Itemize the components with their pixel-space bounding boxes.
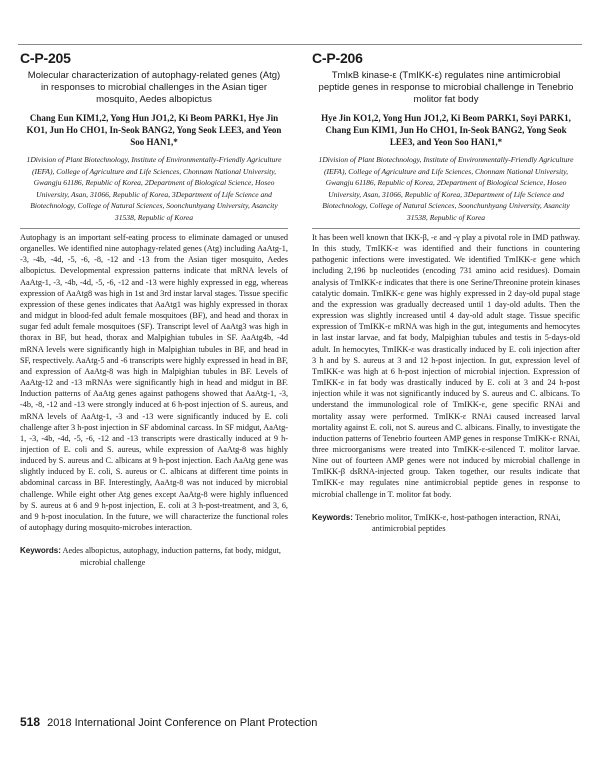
author-list: Chang Eun KIM1,2, Yong Hun JO1,2, Ki Beom PARK1, Hye Jin KO1, Jun Ho CHO1, In-Seok BANG2, Yong Seok LEE3, and Yeon Soo HAN1,* [26, 113, 282, 147]
keywords-label: Keywords: [20, 546, 61, 556]
keywords-value: Tenebrio molitor, TmIKK-ε, host-pathogen interaction, RNAi, antimicrobial peptides [354, 512, 561, 534]
abstract-code: C-P-205 [20, 50, 71, 66]
abstract-body: It has been well known that IKK-β, -ε and -γ play a pivotal role in IMD pathway. In this study, TmIKK-ε was identified and their functions in countering pathogenic infections were investigated. We identified TmIKK-ε gene which including 2,196 bp nucleotides (encoding 731 amino acid residues). Domain analysis of TmIKK-ε indicates that there is one Serine/Threonine protein kinases catalytic domain. TmIKK-ε gene was highly expressed in 2 day-old pupal stage and the expression was gradually decreased until 1 day-old adults. Then the expression was slightly increased until 4 day-old adult stage. Tissue specific expression of TmIKK-ε mRNA was high in the gut, integuments and hemocytes in last instar larvae, and fat body, Malpighian tubules and testis in 5-days-old adult. In hemocytes, TmIKK-ε was drastically induced by E. coli injection after 3 h and by S. aureus at 3 and 12 h-post injection. In gut, expression level of TmIKK-ε was high at 6 h-post injection of microbial injection. Expression of TmIKK-ε in fat body was drastically induced by E. coli at 3 and 24 h-post injection while it was not significantly induced by S. aureus and C. albicans. To understand the immunological role of TmIKK-ε, gene specific RNAi and mortality assay were performed. TmIKK-ε RNAi caused increased larval mortality against E. coli, not S. aureus and C. albicans. Finally, to investigate the induction patterns of Tenebrio fourteen AMP genes in response TmIKK-ε RNAi, three microorganisms were treated into TmIKK-ε-silenced T. molitor larvae. Nine out of fourteen AMP genes were not induced by microbial challenge in TmIKK-β dsRNA-injected group. Taken together, our results indicate that TmIKK-ε may regulates nine antimicrobial peptide genes in response to microbial challenge in T. molitor fat body. [312, 233, 580, 499]
keywords-value: Aedes albopictus, autophagy, induction patterns, fat body, midgut, microbial challenge [62, 546, 281, 567]
abstract-title: Molecular characterization of autophagy-related genes (Atg) in responses to microbial challenges in the Asian tiger mosquito, Aedes albopictus [27, 70, 281, 105]
page-number: 518 [20, 715, 41, 729]
author-list: Hye Jin KO1,2, Yong Hun JO1,2, Ki Beom PARK1, Soyi PARK1, Chang Eun KIM1, Jun Ho CHO1, In-Seok BANG2, Yong Seok LEE3, and Yeon Soo HAN1,* [321, 113, 571, 147]
affiliations: 1Division of Plant Biotechnology, Institute of Environmentally-Friendly Agriculture (IEFA), College of Agriculture and Life Sciences, Chonnam National University, Gwangju 61186, Republic of Korea, 2Department of Biological Science, Hoseo University, Asan, 31066, Republic of Korea, 3Department of Life Science and Biotechnology, College of Natural Sciences, Soonchunhyang University, Asancity 31538, Republic of Korea [318, 155, 574, 222]
abstract-code: C-P-206 [312, 50, 363, 66]
keywords-line [312, 512, 580, 535]
header-rule [18, 44, 582, 45]
section-divider [20, 228, 288, 229]
abstract-body: Autophagy is an important self-eating process to eliminate damaged or unused organelles. We identified nine autophagy-related genes (Atg) including AaAtg-1, -3, -4b, -4d, -5, -6, -8, -12 and -13 from the Asian tiger mosquito, Aedes albopictus. Developmental expression patterns indicate that mRNA levels of AaAtg-1, -3, -4b, -4d, -5, -6, -12 and -13 were highly expressed in egg, whereas expression of AaAtg8 was high in 1st and 3rd instar larval stages. Tissue specific expression of these genes indicates that AaAtg1 was highly expressed in thorax and midgut in blood-fed adult female mosquitoes (BF), and head and thorax in sugar fed adult female mosquitoes (SF). Transcript level of AaAtg3 was high in thorax in BF, but head, thorax and Malpighian tubules in SF. AaAtg4b, -4d mRNA levels were significantly high in Malpighian tubules in BF, and head in SF, respectively. AaAtg-5 and -6 transcripts were highly expressed in head in BF, and expression of AaAtg-8 was high in Malpighian tubules in BF. Levels of AaAtg-12 and -13 mRNAs were significantly high in head and midgut in BF. Induction patterns of AaAtg genes against pathogens showed that AaAtg-1, -3, -4b, -8, -12 and -13 were strongly induced at 6 h-post injection of S. aureus, and mRNA levels of AaAtg-1, -3 and -13 were significantly induced by E. coli challenge after 3 h-post injection in SF abdominal carcass. In SF midgut, AaAtg-1, -3, -4b, -4d, -5, -6, -12 and -13 transcripts were drastically induced at 9 h-injection of E. coli and S. aureus, while expression of AaAtg-8 was highly induced by S. aureus and C. albicans at 9 h-post injection. Each AaAtg gene was slightly induced by E. coli, S. aureus or C. albicans at different time points in abdominal carcass in BF. Interestingly, AaAtg-8 was not induced by microbial challenge. While eight other Atg genes except AaAtg-8 were highly influenced by S. aureus at 6 and 9 h-post injection, E. coli at 3 h-post-treatment, and 3, 6, and 9 h-post inoculation. In the future, we will characterize the functional roles of autophagy during mosquito-microbes interaction. [20, 233, 288, 533]
keywords-label: Keywords: [312, 512, 353, 522]
keywords-line [20, 545, 288, 568]
affiliations: 1Division of Plant Biotechnology, Institute of Environmentally-Friendly Agriculture (IEFA), College of Agriculture and Life Sciences, Chonnam National University, Gwangju 61186, Republic of Korea, 2Department of Biological Science, Hoseo University, Asan, 31066, Republic of Korea, 3Department of Life Science and Biotechnology, College of Natural Sciences, Soonchunhyang University, Asancity 31538, Republic of Korea [26, 155, 282, 222]
abstract-column-right [312, 50, 580, 535]
section-divider [312, 228, 580, 229]
abstract-column-left [20, 50, 288, 568]
conference-name: 2018 International Joint Conference on Plant Protection [47, 717, 318, 729]
abstract-title: TmIκB kinase-ε (TmIKK-ε) regulates nine antimicrobial peptide genes in response to microbial challenge in Tenebrio molitor fat body [318, 70, 574, 105]
page-footer [20, 715, 317, 729]
